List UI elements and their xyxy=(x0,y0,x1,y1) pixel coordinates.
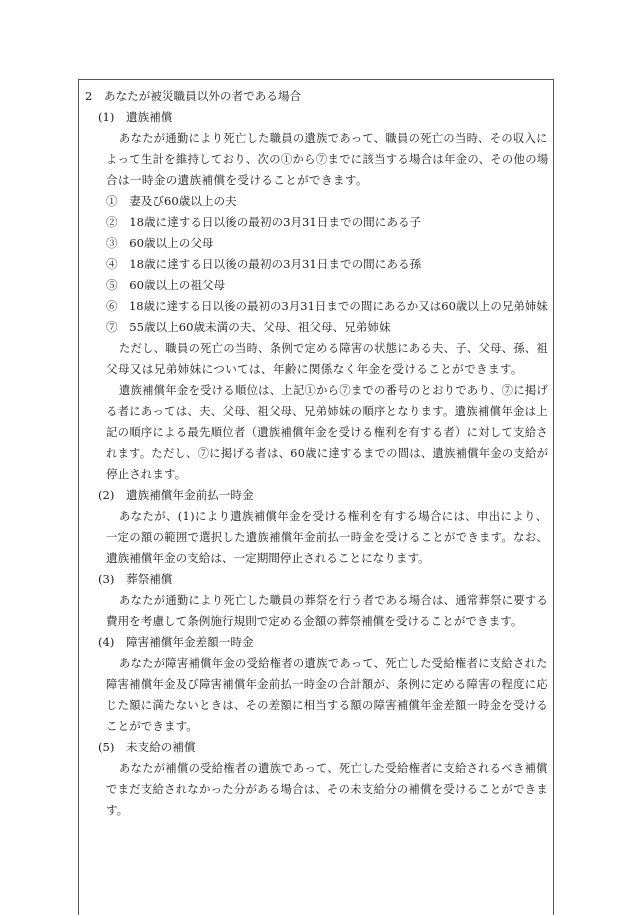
list-item-5: ⑤ 60歳以上の祖父母 xyxy=(106,278,226,292)
item-2-line2: 一定の額の範囲で選択した遺族補償年金前払一時金を受けることができます。なお、 xyxy=(106,530,549,544)
item-1-para1-line1: あなたが通勤により死亡した職員の遺族であって、職員の死亡の当時、その収入に xyxy=(119,131,548,145)
item-3-line2: 費用を考慮して条例施行規則で定める金額の葬祭補償を受けることができます。 xyxy=(106,614,523,628)
item-3-heading: (3) 葬祭補償 xyxy=(98,572,173,586)
item-1-para2-line1: ただし、職員の死亡の当時、条例で定める障害の状態にある夫、子、父母、孫、祖 xyxy=(119,341,549,355)
item-5-heading: (5) 未支給の補償 xyxy=(98,740,196,754)
item-1-para3-line1: 遺族補償年金を受ける順位は、上記①から⑦までの番号のとおりであり、⑦に掲げ xyxy=(119,383,549,397)
item-4-heading: (4) 障害補償年金差額一時金 xyxy=(98,635,254,649)
item-3-line1: あなたが通勤により死亡した職員の葬祭を行う者である場合は、通常葬祭に要する xyxy=(119,593,549,607)
item-4-line4: ことができます。 xyxy=(106,719,198,733)
item-5-line1: あなたが補償の受給権者の遺族であって、死亡した受給権者に支給されるべき補償 xyxy=(119,761,548,775)
item-1-para3-line5: 停止されます。 xyxy=(106,467,187,481)
list-item-7: ⑦ 55歳以上60歳未満の夫、父母、祖父母、兄弟姉妹 xyxy=(106,320,391,334)
item-2-line3: 遺族補償年金の支給は、一定期間停止されることになります。 xyxy=(106,551,430,565)
list-item-4: ④ 18歳に達する日以後の最初の3月31日までの間にある孫 xyxy=(106,257,422,271)
list-item-2: ② 18歳に達する日以後の最初の3月31日までの間にある子 xyxy=(106,215,422,229)
item-5-line3: す。 xyxy=(106,803,129,817)
item-1-heading: (1) 遺族補償 xyxy=(98,110,173,124)
item-1-para1-line2: よって生計を維持しており、次の①から⑦までに該当する場合は年金の、その他の場 xyxy=(106,152,549,166)
list-item-6: ⑥ 18歳に達する日以後の最初の3月31日までの間にあるか又は60歳以上の兄弟姉妹 xyxy=(106,299,548,313)
item-1-para1-line3: 合は一時金の遺族補償を受けることができます。 xyxy=(106,173,368,187)
item-1-para3-line3: 記の順序による最先順位者（遺族補償年金を受ける権利を有する者）に対して支給さ xyxy=(106,425,549,439)
item-4-line3: じた額に満たないときは、その差額に相当する額の障害補償年金差額一時金を受ける xyxy=(106,698,549,712)
item-2-line1: あなたが、(1)により遺族補償年金を受ける権利を有する場合には、申出により、 xyxy=(119,509,548,523)
item-4-line1: あなたが障害補償年金の受給権者の遺族であって、死亡した受給権者に支給された xyxy=(119,656,548,670)
item-1-para2-line2: 父母又は兄弟姉妹については、年齢に関係なく年金を受けることができます。 xyxy=(106,362,523,376)
item-1-para3-line4: れます。ただし、⑦に掲げる者は、60歳に達するまでの間は、遺族補償年金の支給が xyxy=(106,446,549,460)
list-item-1: ① 妻及び60歳以上の夫 xyxy=(106,194,237,208)
item-1-para3-line2: る者にあっては、夫、父母、祖父母、兄弟姉妹の順序となります。遺族補償年金は上 xyxy=(106,404,548,418)
item-5-line2: でまだ支給されなかった分がある場合は、その未支給分の補償を受けることができま xyxy=(106,782,549,796)
section-heading: 2 あなたが被災職員以外の者である場合 xyxy=(85,89,302,103)
item-2-heading: (2) 遺族補償年金前払一時金 xyxy=(98,488,254,502)
item-4-line2: 障害補償年金及び障害補償年金前払一時金の合計額が、条例に定める障害の程度に応 xyxy=(106,677,549,691)
list-item-3: ③ 60歳以上の父母 xyxy=(106,236,214,250)
